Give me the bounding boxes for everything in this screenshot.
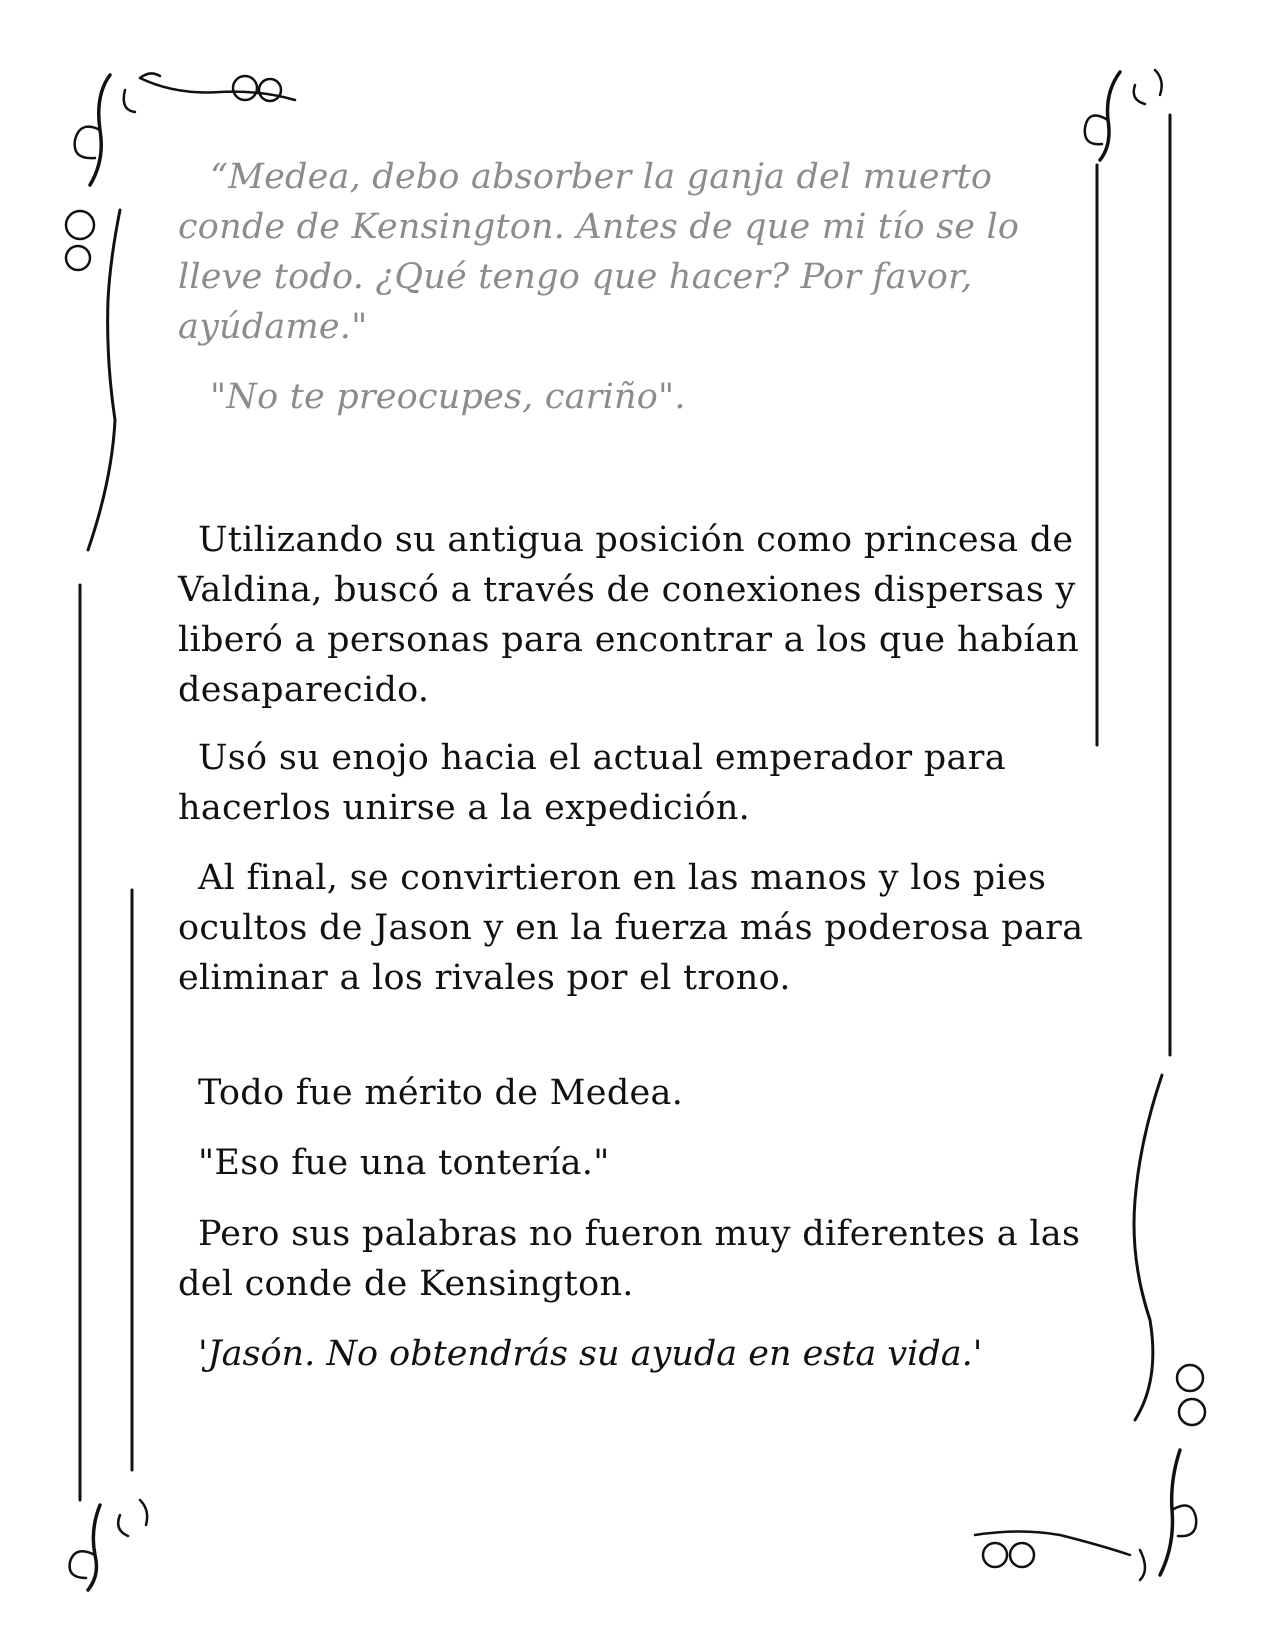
paragraph-narration-words: Pero sus palabras no fueron muy diferentes a las del conde de Kensington. — [178, 1214, 1081, 1304]
paragraph-narration-anger: Usó su enojo hacia el actual emperador para hacerlos unirse a la expedición. — [178, 738, 1006, 828]
paragraph-narration-hands: Al final, se convirtieron en las manos y los pies ocultos de Jason y en la fuerza más poderosa para eliminar a los rivales por el trono. — [178, 858, 1084, 998]
paragraph-narration-position: Utilizando su antigua posición como princesa de Valdina, buscó a través de conexiones dispersas y liberó a personas para encontrar a los que habían desaparecido. — [178, 520, 1080, 710]
paragraph-memory-plea: “Medea, debo absorber la ganja del muerto conde de Kensington. Antes de que mi tío se lo lleve todo. ¿Qué tengo que hacer? Por favor, ayúdame." — [178, 157, 1020, 347]
paragraph-narration-merit: Todo fue mérito de Medea. — [198, 1073, 684, 1113]
top-right-flourish-icon — [1085, 70, 1162, 160]
paragraph-thought-jason: 'Jasón. No obtendrás su ayuda en esta vida.' — [198, 1334, 983, 1374]
paragraph-memory-reply: "No te preocupes, cariño". — [210, 377, 686, 417]
bottom-left-flourish-icon — [70, 1500, 148, 1590]
paragraph-quote-nonsense: "Eso fue una tontería." — [198, 1143, 610, 1183]
